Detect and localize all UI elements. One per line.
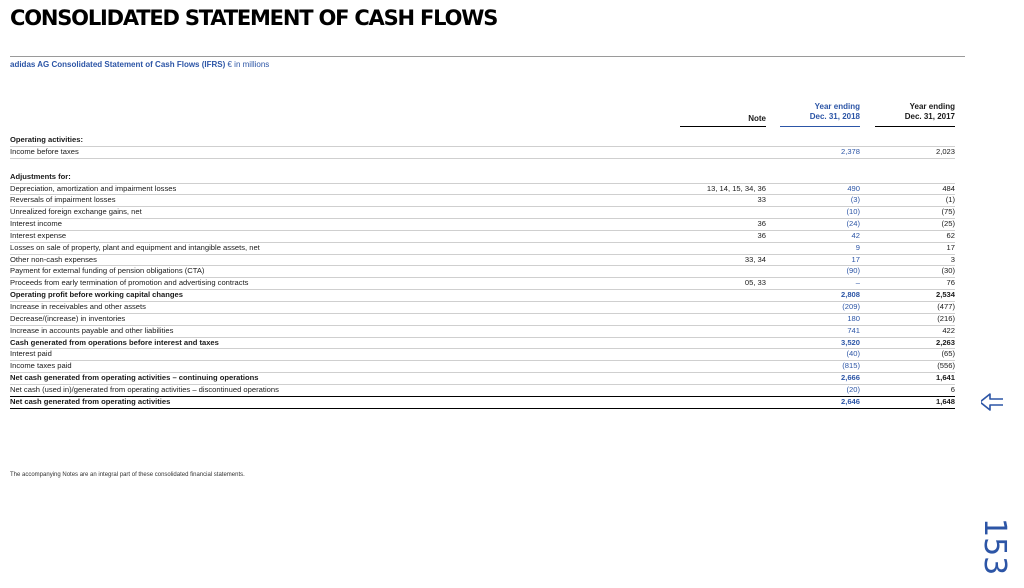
row-label: Interest expense xyxy=(10,230,67,240)
header-rule-2017 xyxy=(875,126,955,127)
row-value-2017: (65) xyxy=(941,349,955,359)
row-label: Operating profit before working capital changes xyxy=(10,290,183,300)
row-label: Interest income xyxy=(10,219,62,229)
row-value-2017: 1,641 xyxy=(935,373,955,383)
header-rule-note xyxy=(680,126,766,127)
row-label: Proceeds from early termination of promotion and advertising contracts xyxy=(10,278,249,288)
table-row xyxy=(10,207,955,219)
table-row xyxy=(10,278,955,290)
row-label: Increase in accounts payable and other liabilities xyxy=(10,325,174,335)
subtitle-company: adidas AG Consolidated Statement of Cash Flows (IFRS) xyxy=(10,60,226,69)
row-note: 33 xyxy=(757,195,766,205)
row-label: Income taxes paid xyxy=(10,361,72,371)
table-row xyxy=(10,195,955,207)
row-label: Depreciation, amortization and impairment losses xyxy=(10,183,177,193)
row-value-2017: 76 xyxy=(946,278,955,288)
row-value-2017: (216) xyxy=(937,313,955,323)
row-label: Adjustments for: xyxy=(10,171,71,181)
row-value-2017: 2,023 xyxy=(935,146,955,156)
row-note: 36 xyxy=(757,219,766,229)
row-value-2017: 2,534 xyxy=(935,290,955,300)
row-label: Net cash generated from operating activities – continuing operations xyxy=(10,373,259,383)
row-value-2017: (30) xyxy=(941,266,955,276)
row-label: Reversals of impairment losses xyxy=(10,195,116,205)
row-value-2018: 741 xyxy=(847,325,860,335)
row-value-2018: 42 xyxy=(851,230,860,240)
column-header-2018-line2: Dec. 31, 2018 xyxy=(809,112,860,121)
table-row xyxy=(10,243,955,255)
row-value-2018: 9 xyxy=(855,242,860,252)
table-row xyxy=(10,290,955,302)
back-arrow-icon[interactable] xyxy=(981,388,1003,416)
row-value-2017: 17 xyxy=(946,242,955,252)
row-label: Unrealized foreign exchange gains, net xyxy=(10,207,142,217)
row-value-2017: (477) xyxy=(937,301,955,311)
row-value-2017: (25) xyxy=(941,219,955,229)
table-row xyxy=(10,385,955,397)
table-row xyxy=(10,147,955,159)
row-note: 36 xyxy=(757,230,766,240)
table-row xyxy=(10,373,955,385)
row-label: Payment for external funding of pension obligations (CTA) xyxy=(10,266,205,276)
row-value-2018: (90) xyxy=(846,266,860,276)
row-label: Losses on sale of property, plant and equipment and intangible assets, net xyxy=(10,242,260,252)
table-row xyxy=(10,135,955,147)
cash-flow-table xyxy=(10,135,955,409)
table-row xyxy=(10,361,955,373)
row-value-2018: (209) xyxy=(842,301,860,311)
column-header-2017-line2: Dec. 31, 2017 xyxy=(904,112,955,121)
table-row xyxy=(10,302,955,314)
row-value-2018: 490 xyxy=(847,183,860,193)
table-row xyxy=(10,397,955,409)
row-value-2017: 62 xyxy=(946,230,955,240)
row-value-2017: 3 xyxy=(950,254,955,264)
row-note: 13, 14, 15, 34, 36 xyxy=(706,183,766,193)
header-rule-2018 xyxy=(780,126,860,127)
row-label: Operating activities: xyxy=(10,135,84,144)
column-header-2017-line1: Year ending xyxy=(909,102,955,111)
row-value-2018: 2,378 xyxy=(840,146,860,156)
column-header-2017 xyxy=(875,102,955,122)
table-row xyxy=(10,349,955,361)
row-value-2018: (10) xyxy=(846,207,860,217)
table-row xyxy=(10,338,955,350)
row-value-2018: 180 xyxy=(847,313,860,323)
row-note: 05, 33 xyxy=(744,278,766,288)
column-header-2018 xyxy=(780,102,860,122)
row-value-2018: (40) xyxy=(846,349,860,359)
row-label: Decrease/(increase) in inventories xyxy=(10,313,126,323)
row-label: Income before taxes xyxy=(10,146,79,156)
table-row xyxy=(10,314,955,326)
row-value-2018: (20) xyxy=(846,384,860,394)
row-label: Other non-cash expenses xyxy=(10,254,97,264)
row-label: Interest paid xyxy=(10,349,52,359)
statement-subtitle xyxy=(10,60,269,69)
row-value-2018: (24) xyxy=(846,219,860,229)
row-value-2018: 17 xyxy=(851,254,860,264)
table-row xyxy=(10,231,955,243)
row-value-2017: (556) xyxy=(937,361,955,371)
row-value-2017: 1,648 xyxy=(935,396,955,406)
row-value-2017: 484 xyxy=(942,183,955,193)
footnote: The accompanying Notes are an integral part of these consolidated financial statements. xyxy=(10,472,245,478)
row-value-2018: 2,808 xyxy=(840,290,860,300)
row-value-2018: 2,666 xyxy=(840,373,860,383)
row-value-2018: 2,646 xyxy=(840,396,860,406)
row-value-2017: 2,263 xyxy=(935,337,955,347)
row-label: Net cash (used in)/generated from operating activities – discontinued operations xyxy=(10,384,279,394)
row-label: Increase in receivables and other assets xyxy=(10,301,146,311)
title-divider xyxy=(10,56,965,57)
row-label: Cash generated from operations before interest and taxes xyxy=(10,337,219,347)
row-value-2017: (75) xyxy=(941,207,955,217)
table-row xyxy=(10,326,955,338)
page-number: 153 xyxy=(977,518,1012,576)
column-header-note: Note xyxy=(748,114,766,123)
row-value-2017: 6 xyxy=(950,384,955,394)
row-value-2018: (3) xyxy=(850,195,860,205)
column-header-2018-line1: Year ending xyxy=(814,102,860,111)
table-row xyxy=(10,266,955,278)
row-value-2018: (815) xyxy=(842,361,860,371)
subtitle-units: € in millions xyxy=(225,60,270,69)
row-value-2018: 3,520 xyxy=(840,337,860,347)
row-label: Net cash generated from operating activities xyxy=(10,396,171,406)
page-title: CONSOLIDATED STATEMENT OF CASH FLOWS xyxy=(10,6,498,30)
row-value-2017: (1) xyxy=(945,195,955,205)
row-value-2017: 422 xyxy=(942,325,955,335)
table-row xyxy=(10,172,955,184)
row-note: 33, 34 xyxy=(744,254,766,264)
table-row xyxy=(10,255,955,267)
table-row xyxy=(10,219,955,231)
table-row xyxy=(10,184,955,196)
row-value-2018: – xyxy=(855,278,860,288)
